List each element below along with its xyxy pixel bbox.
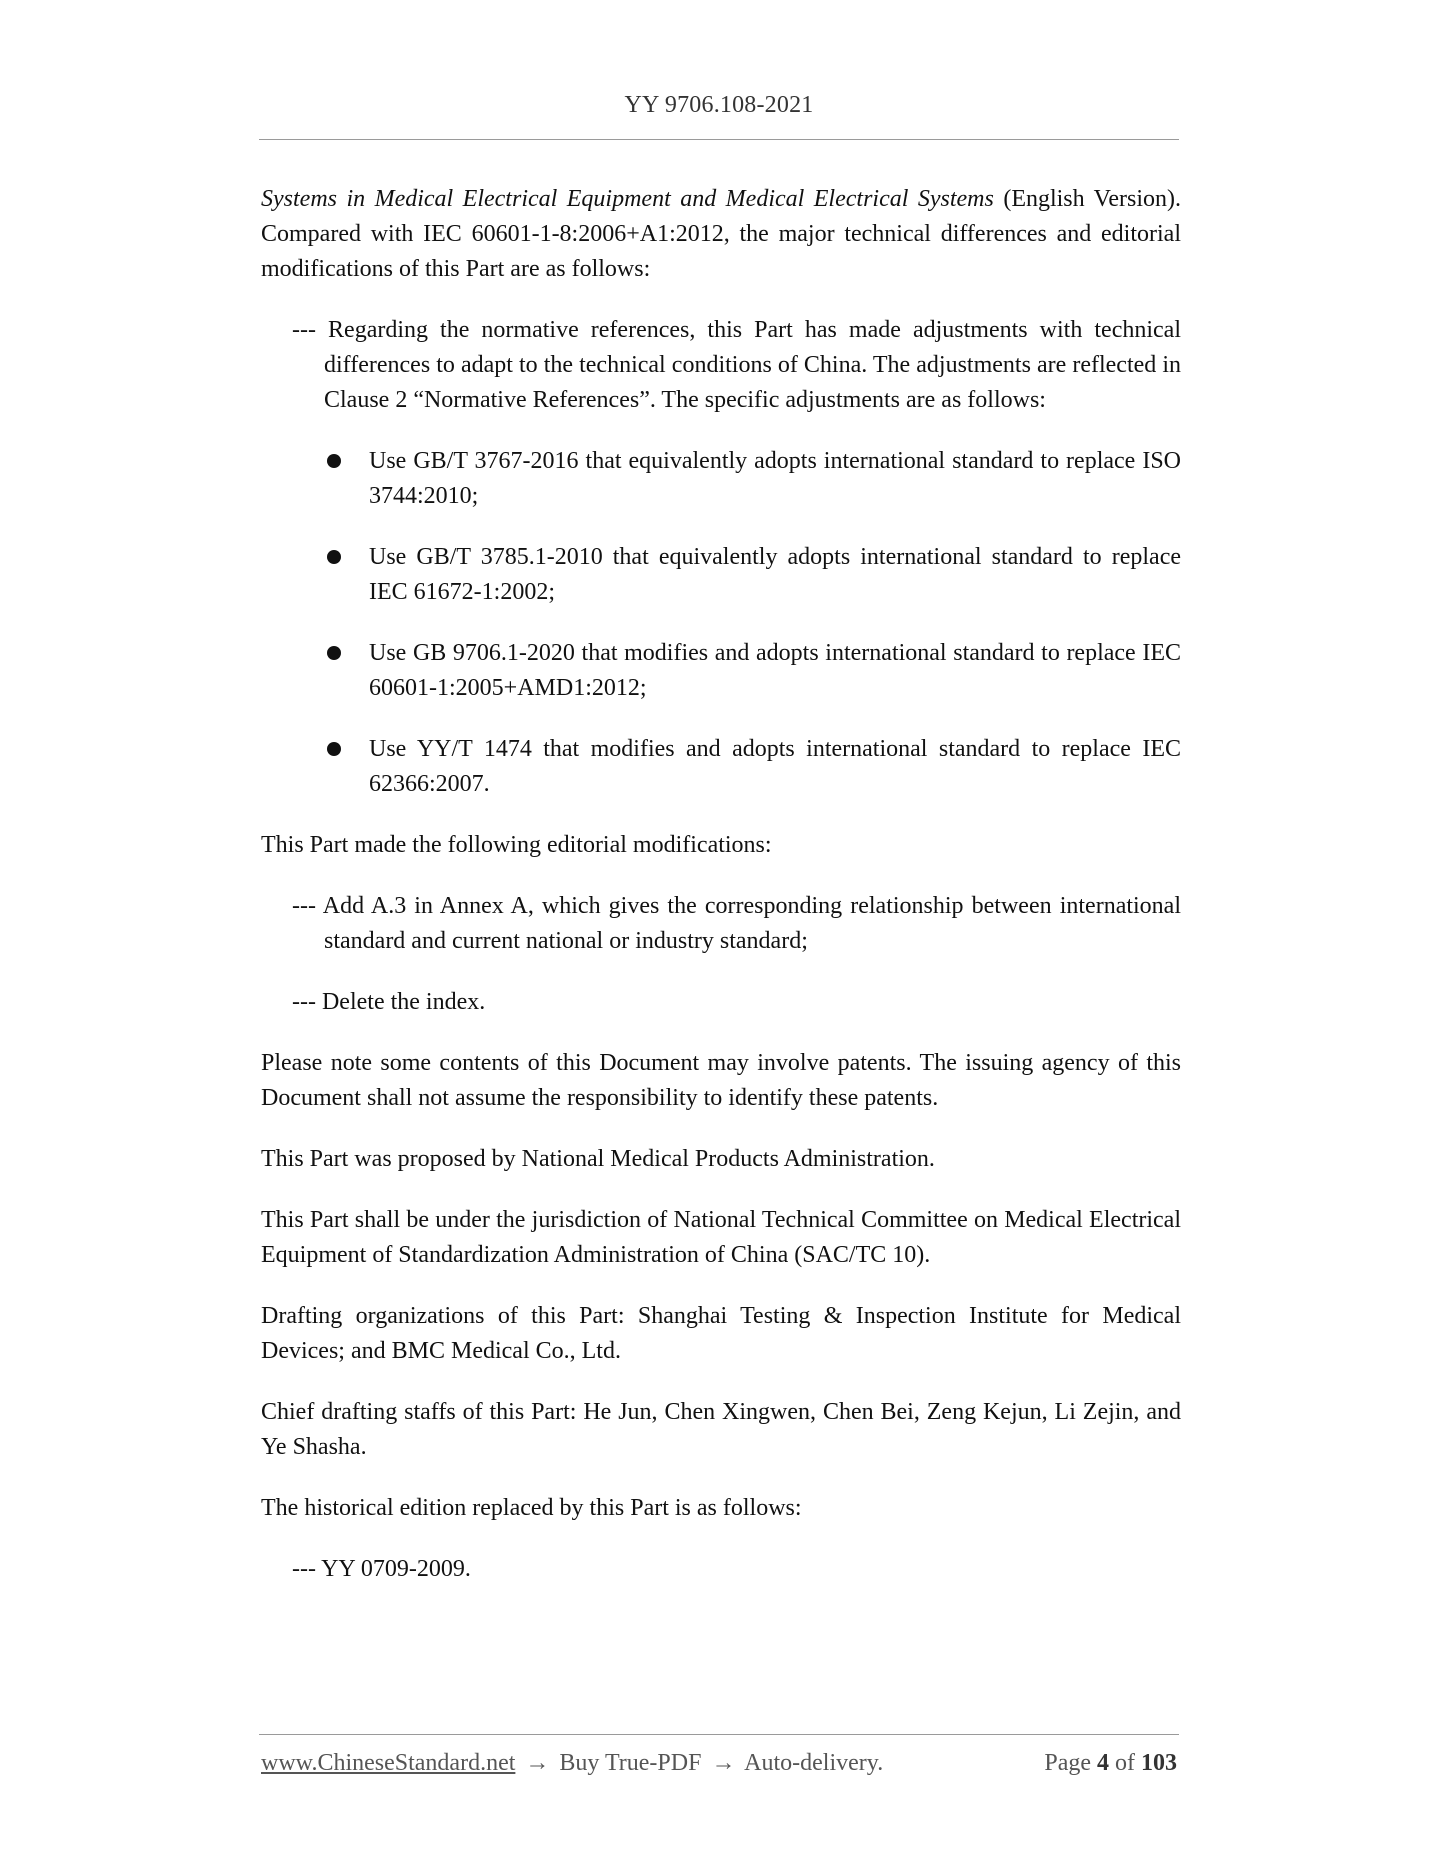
header-divider	[259, 139, 1179, 140]
list-item-text: Use GB 9706.1-2020 that modifies and adopts international standard to replace IEC 60601-1:2005+AMD1:2012;	[369, 640, 1181, 701]
editorial-heading: This Part made the following editorial modifications:	[261, 832, 772, 858]
bullet-icon	[327, 646, 341, 660]
footer-promo	[261, 1750, 883, 1777]
buy-true-pdf-text: Buy True-PDF	[559, 1750, 702, 1776]
page-footer	[261, 1750, 1177, 1777]
page-header-doc-number: YY 9706.108-2021	[624, 92, 814, 118]
footer-divider	[259, 1734, 1179, 1735]
intro-paragraph	[261, 182, 1181, 287]
adjustments-list	[261, 444, 1181, 802]
patents-paragraph: Please note some contents of this Document may involve patents. The issuing agency of this Document shall not assume the responsibility to identify these patents.	[261, 1050, 1181, 1111]
of-label: of	[1115, 1750, 1135, 1776]
list-item	[261, 636, 1181, 706]
total-page-count: 103	[1141, 1750, 1177, 1776]
normative-references-item: --- Regarding the normative references, this Part has made adjustments with technical differences to adapt to the technical conditions of China. The adjustments are reflected in Clause 2 “Normative References”. The specific adjustments are as follows:	[292, 317, 1181, 413]
historical-edition-item: --- YY 0709-2009.	[292, 1556, 471, 1582]
historical-edition-heading: The historical edition replaced by this Part is as follows:	[261, 1495, 802, 1521]
editorial-item-annex: --- Add A.3 in Annex A, which gives the corresponding relationship between international standard and current national or industry standard;	[292, 893, 1181, 954]
list-item	[261, 732, 1181, 802]
proposed-paragraph: This Part was proposed by National Medical Products Administration.	[261, 1146, 935, 1172]
bullet-icon	[327, 550, 341, 564]
intro-text: (English Version). Compared with IEC 60601-1-8:2006+A1:2012, the major technical differences and editorial modifications of this Part are as follows:	[261, 186, 1181, 282]
drafting-organizations-paragraph: Drafting organizations of this Part: Shanghai Testing & Inspection Institute for Medical Devices; and BMC Medical Co., Ltd.	[261, 1303, 1181, 1364]
list-item	[261, 444, 1181, 514]
list-item-text: Use GB/T 3767-2016 that equivalently adopts international standard to replace ISO 3744:2010;	[369, 448, 1181, 509]
bullet-icon	[327, 454, 341, 468]
auto-delivery-text: Auto-delivery.	[744, 1750, 884, 1776]
arrow-right-icon: →	[711, 1750, 736, 1776]
bullet-icon	[327, 742, 341, 756]
jurisdiction-paragraph: This Part shall be under the jurisdiction of National Technical Committee on Medical Electrical Equipment of Standardization Administration of China (SAC/TC 10).	[261, 1207, 1181, 1268]
page-content	[261, 182, 1181, 1613]
chief-drafting-staff-paragraph: Chief drafting staffs of this Part: He Jun, Chen Xingwen, Chen Bei, Zeng Kejun, Li Zejin, and Ye Shasha.	[261, 1399, 1181, 1460]
chinesestandard-link[interactable]: www.ChineseStandard.net	[261, 1750, 516, 1776]
list-item-text: Use YY/T 1474 that modifies and adopts international standard to replace IEC 62366:2007.	[369, 736, 1181, 797]
arrow-right-icon: →	[525, 1750, 550, 1776]
editorial-item-index: --- Delete the index.	[292, 989, 486, 1015]
page-indicator	[1044, 1750, 1177, 1777]
list-item	[261, 540, 1181, 610]
intro-italic-title: Systems in Medical Electrical Equipment and Medical Electrical Systems	[261, 186, 994, 212]
page-label: Page	[1044, 1750, 1091, 1776]
list-item-text: Use GB/T 3785.1-2010 that equivalently adopts international standard to replace IEC 61672-1:2002;	[369, 544, 1181, 605]
current-page-number: 4	[1097, 1750, 1109, 1776]
